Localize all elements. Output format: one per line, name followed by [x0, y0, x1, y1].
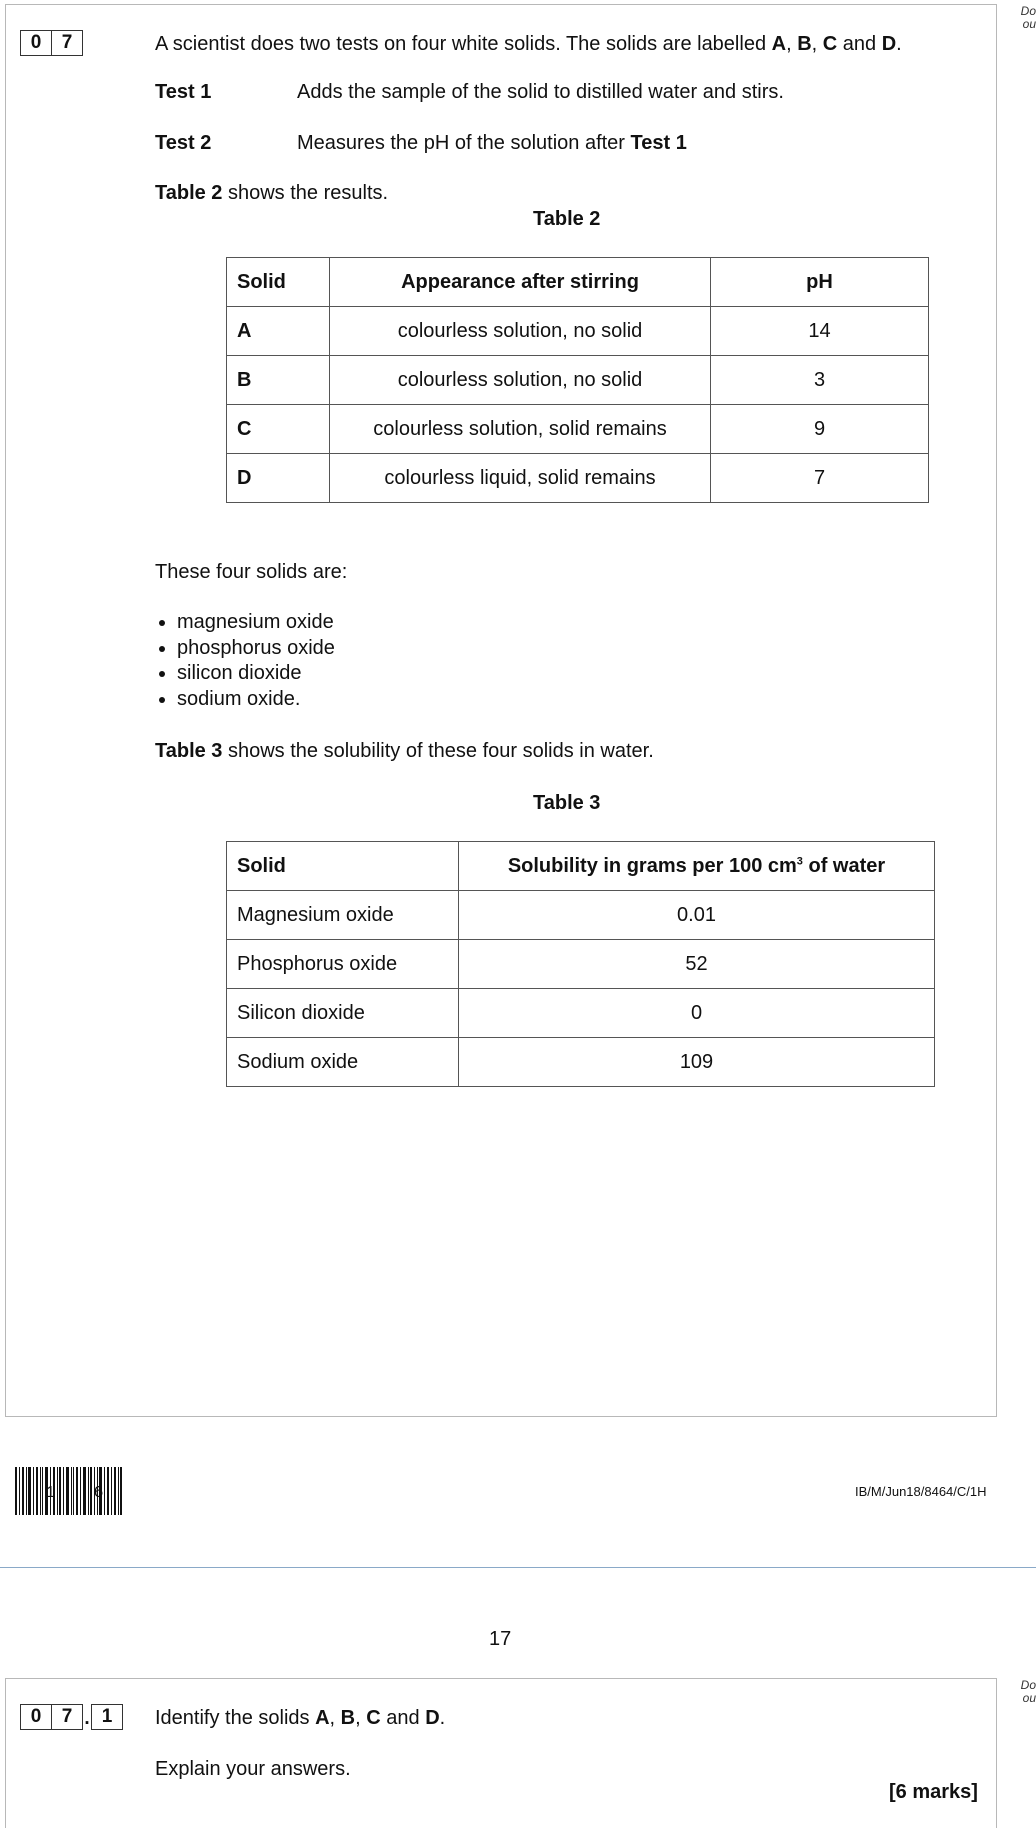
question-digit: 0 [30, 1706, 42, 1727]
table3 [226, 841, 935, 1087]
question-dot: . [84, 1708, 90, 1729]
identify-instruction: Identify the solids A, B, C and D. [155, 1707, 446, 1729]
table-cell: colourless solution, no solid [330, 307, 711, 356]
table-row [227, 356, 929, 405]
table-cell: 3 [711, 356, 929, 405]
page-number-2: 17 [489, 1628, 512, 1650]
table-cell: Silicon dioxide [227, 989, 459, 1038]
table-cell: 0 [459, 989, 935, 1038]
question-digit: 7 [51, 1705, 82, 1729]
subquestion-number [20, 1704, 123, 1730]
table-cell: Sodium oxide [227, 1038, 459, 1087]
table-cell: 14 [711, 307, 929, 356]
page-frame-2 [5, 1678, 997, 1828]
table3-caption: Table 3 [533, 792, 601, 814]
table-header-row [227, 258, 929, 307]
table-cell: 109 [459, 1038, 935, 1087]
table-row [227, 405, 929, 454]
list-item: • sodium oxide. [177, 687, 335, 713]
question-intro: A scientist does two tests on four white solids. The solids are labelled A, B, C and D. [155, 33, 902, 55]
marks-label: [6 marks] [889, 1781, 978, 1803]
test1-label: Test 1 [155, 81, 212, 103]
table-cell: colourless solution, solid remains [330, 405, 711, 454]
table-cell: A [227, 307, 330, 356]
test2-label: Test 2 [155, 132, 212, 154]
subquestion-box [91, 1704, 123, 1730]
question-number-box [20, 1704, 83, 1730]
table-cell: colourless solution, no solid [330, 356, 711, 405]
table-row [227, 891, 935, 940]
side-note-1: Do ou [1020, 4, 1036, 31]
list-item: • magnesium oxide [177, 610, 335, 636]
table-header: pH [711, 258, 929, 307]
solids-list [155, 610, 335, 712]
table-row [227, 1038, 935, 1087]
table-cell: 0.01 [459, 891, 935, 940]
page-divider [0, 1567, 1036, 1568]
table-row [227, 940, 935, 989]
table-cell: Phosphorus oxide [227, 940, 459, 989]
table-header-row [227, 842, 935, 891]
page-frame-1 [5, 4, 997, 1417]
table2 [226, 257, 929, 503]
table-cell: C [227, 405, 330, 454]
table3-intro: Table 3 shows the solubility of these four solids in water. [155, 740, 654, 762]
table-cell: 52 [459, 940, 935, 989]
question-digit: 0 [30, 32, 42, 53]
table2-intro: Table 2 shows the results. [155, 182, 389, 204]
list-item: • phosphorus oxide [177, 636, 335, 662]
page-number: 1 6 [45, 1484, 118, 1503]
list-item: • silicon dioxide [177, 661, 335, 687]
table-header: Solid [227, 258, 330, 307]
test1-text: Adds the sample of the solid to distilled water and stirs. [297, 81, 784, 103]
solids-intro: These four solids are: [155, 561, 348, 583]
table-row [227, 454, 929, 503]
table-cell: B [227, 356, 330, 405]
question-digit: 1 [101, 1706, 113, 1727]
table-cell: 9 [711, 405, 929, 454]
test2-text: Measures the pH of the solution after Test 1 [297, 132, 687, 154]
table-header: Solubility in grams per 100 $cm^3$ of water [459, 842, 935, 891]
table-row [227, 307, 929, 356]
question-number-box [20, 30, 83, 56]
side-note-2: Do ou [1020, 1678, 1036, 1705]
table-cell: 7 [711, 454, 929, 503]
table-row [227, 989, 935, 1038]
table-header: Appearance after stirring [330, 258, 711, 307]
question-digit: 7 [51, 31, 82, 55]
footer-code: IB/M/Jun18/8464/C/1H [855, 1484, 987, 1499]
table-header: Solid [227, 842, 459, 891]
table-cell: colourless liquid, solid remains [330, 454, 711, 503]
table-cell: D [227, 454, 330, 503]
explain-instruction: Explain your answers. [155, 1758, 351, 1780]
table2-caption: Table 2 [533, 208, 601, 230]
table-cell: Magnesium oxide [227, 891, 459, 940]
